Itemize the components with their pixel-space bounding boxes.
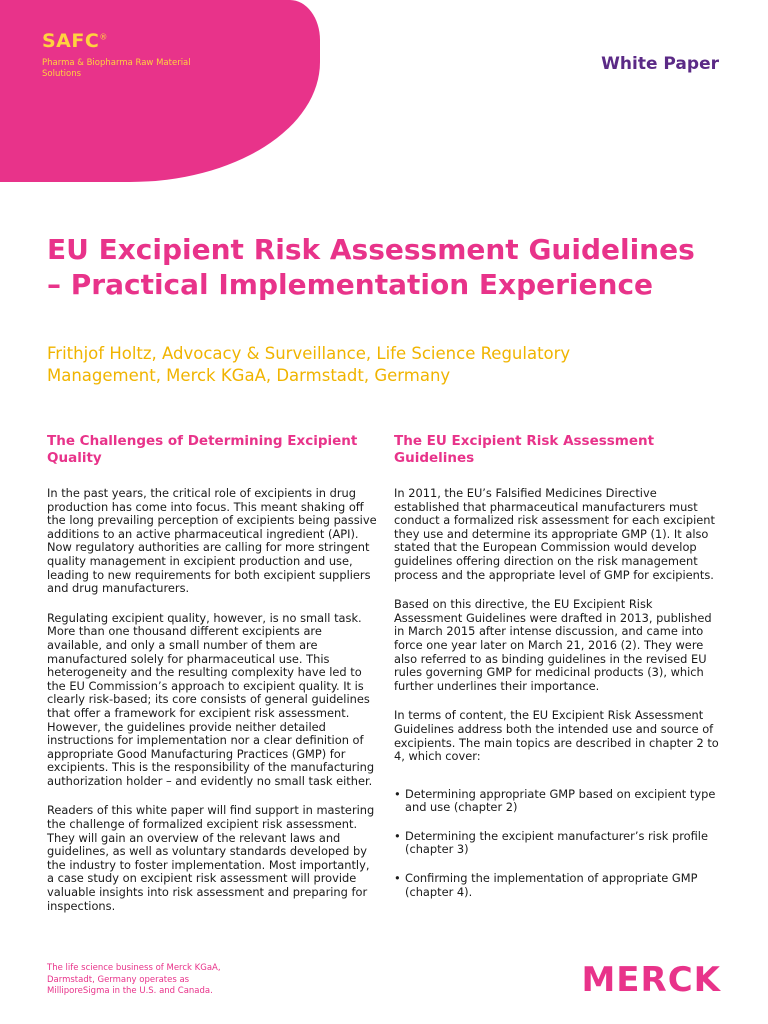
right-paragraph-3: In terms of content, the EU Excipient Risk Assessment Guidelines address both the intended use and source of excipients. The main topics are described in chapter 2 to 4, which cover: xyxy=(394,708,719,764)
merck-logo: MERCK xyxy=(581,960,721,1000)
logo-registered-mark: ® xyxy=(99,32,108,42)
logo-text: SAFC xyxy=(42,30,100,52)
document-type-label: White Paper xyxy=(601,54,719,74)
bullet-icon: • xyxy=(394,786,401,801)
list-item xyxy=(394,830,724,857)
header-banner xyxy=(0,0,320,182)
right-column xyxy=(394,433,724,914)
topics-list xyxy=(394,788,724,900)
right-paragraph-2: Based on this directive, the EU Excipient Risk Assessment Guidelines were drafted in 2013, published in March 2015 after intense discussion, and came into force one year later on March 21, 2016 (2). They were also referred to as binding guidelines in the revised EU rules governing GMP for medicinal products (3), which further underlines their importance. xyxy=(394,597,712,693)
left-paragraph-3: Readers of this white paper will find support in mastering the challenge of formalized excipient risk assessment. They will gain an overview of the relevant laws and guidelines, as well as voluntary standards developed by the industry to foster implementation. Most importantly, a case study on excipient risk assessment will provide valuable insights into risk assessment and preparing for inspections. xyxy=(47,803,375,913)
list-item xyxy=(394,872,724,899)
left-column-heading: The Challenges of Determining Excipient Quality xyxy=(47,433,358,466)
page-title: EU Excipient Risk Assessment Guidelines – Practical Implementation Experience xyxy=(47,233,695,301)
logo-tagline: Pharma & Biopharma Raw Material Solutions xyxy=(42,58,191,79)
list-item-text: Determining the excipient manufacturer’s risk profile (chapter 3) xyxy=(405,828,708,857)
right-paragraph-1: In 2011, the EU’s Falsified Medicines Directive established that pharmaceutical manufacturers must conduct a formalized risk assessment for each excipient they use and determine its appropriate GMP (1). It also stated that the European Commission would develop guidelines offering direction on the risk management process and the appropriate level of GMP for excipients. xyxy=(394,486,715,582)
author-line: Frithjof Holtz, Advocacy & Surveillance, Life Science Regulatory Management, Merck KGaA, Darmstadt, Germany xyxy=(47,344,571,385)
safc-logo xyxy=(42,30,108,52)
list-item-text: Determining appropriate GMP based on excipient type and use (chapter 2) xyxy=(405,786,716,815)
left-paragraph-2: Regulating excipient quality, however, is no small task. More than one thousand different excipients are available, and only a small number of them are manufactured solely for pharmaceutical use. This heterogeneity and the resulting complexity have led to the EU Commission’s approach to excipient quality. It is clearly risk-based; its core consists of general guidelines that offer a framework for excipient risk assessment. However, the guidelines provide neither detailed instructions for implementation nor a clear definition of appropriate Good Manufacturing Practices (GMP) for excipients. This is the responsibility of the manufacturing authorization holder – and evidently no small task either. xyxy=(47,610,375,788)
list-item-text: Confirming the implementation of appropriate GMP (chapter 4). xyxy=(405,871,698,899)
list-item xyxy=(394,788,724,815)
bullet-icon: • xyxy=(394,871,401,886)
footer-note: The life science business of Merck KGaA, Darmstadt, Germany operates as MilliporeSigma in the U.S. and Canada. xyxy=(47,963,221,996)
left-column xyxy=(47,433,377,929)
bullet-icon: • xyxy=(394,828,401,843)
right-column-heading: The EU Excipient Risk Assessment Guidelines xyxy=(394,433,655,466)
left-paragraph-1: In the past years, the critical role of excipients in drug production has come into focus. This meant shaking off the long prevailing perception of excipients being passive additions to an active pharmaceutical ingredient (API). Now regulatory authorities are calling for more stringent quality management in excipient production and use, leading to new requirements for both excipient suppliers and drug manufacturers. xyxy=(47,486,377,596)
